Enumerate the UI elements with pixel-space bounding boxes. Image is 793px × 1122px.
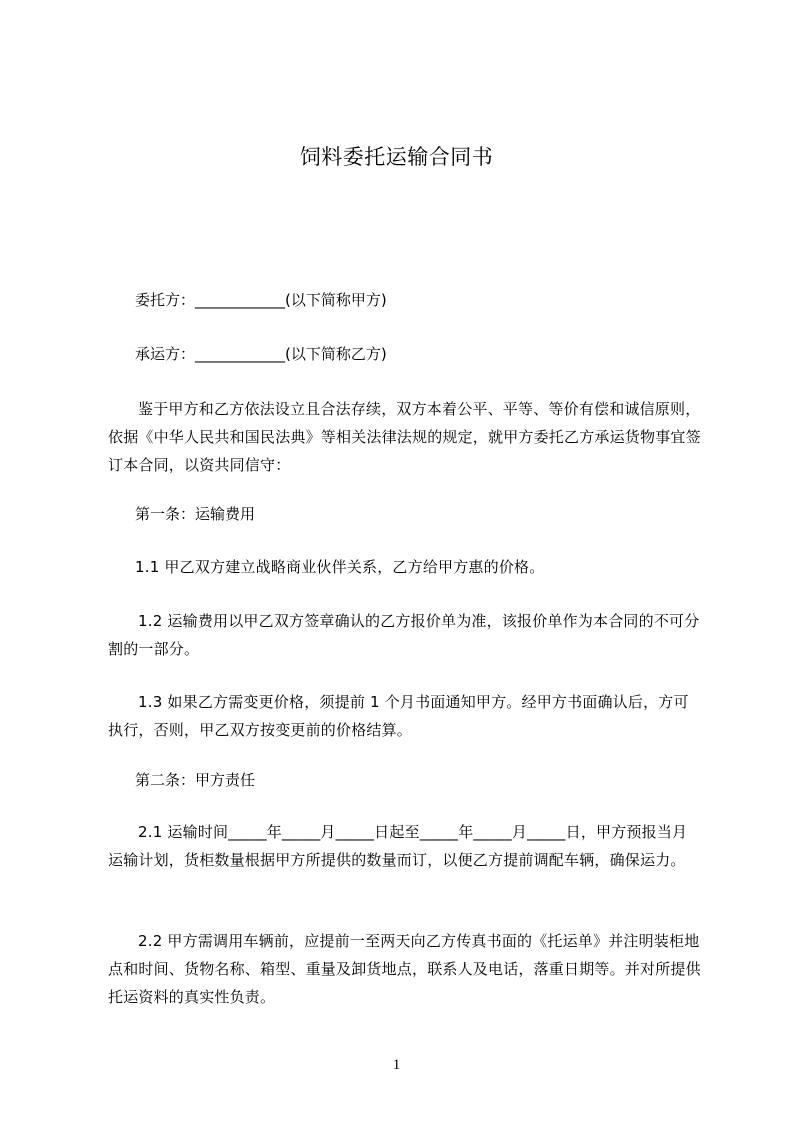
document-title: 饲料委托运输合同书 bbox=[299, 145, 494, 169]
preamble-paragraph bbox=[108, 395, 702, 479]
clause-1-3 bbox=[108, 688, 702, 744]
clause-1-2-text: 1.2 运输费用以甲乙双方签章确认的乙方报价单为准，该报价单作为本合同的不可分割的一部分。 bbox=[108, 612, 700, 658]
party-a-line: 委托方：____________(以下简称甲方) bbox=[135, 291, 387, 309]
article-1-heading: 第一条：运输费用 bbox=[135, 505, 256, 523]
clause-1-2 bbox=[108, 607, 702, 663]
clause-1-1-text: 1.1 甲乙双方建立战略商业伙伴关系，乙方给甲方惠的价格。 bbox=[135, 558, 545, 576]
article-2-heading: 第二条：甲方责任 bbox=[135, 771, 256, 789]
clause-2-1-text: 2.1 运输时间_____年_____月_____日起至_____年_____月_____日，甲方预报当月运输计划，货柜数量根据甲方所提供的数量而订，以便乙方提前调配车辆，确保运力。 bbox=[108, 823, 688, 869]
party-b-line: 承运方：____________(以下简称乙方) bbox=[135, 345, 387, 363]
clause-1-3-text: 1.3 如果乙方需变更价格，须提前 1 个月书面通知甲方。经甲方书面确认后，方可执行，否则，甲乙双方按变更前的价格结算。 bbox=[108, 693, 689, 739]
page-number: 1 bbox=[392, 1057, 401, 1073]
clause-2-1 bbox=[108, 818, 702, 874]
preamble-text: 鉴于甲方和乙方依法设立且合法存续，双方本着公平、平等、等价有偿和诚信原则，依据《中华人民共和国民法典》等相关法律法规的规定，就甲方委托乙方承运货物事宜签订本合同，以资共同信守： bbox=[108, 400, 701, 474]
clause-1-1 bbox=[108, 553, 702, 581]
clause-2-2-text: 2.2 甲方需调用车辆前，应提前一至两天向乙方传真书面的《托运单》并注明装柜地点和时间、货物名称、箱型、重量及卸货地点，联系人及电话，落重日期等。并对所提供托运资料的真实性负责。 bbox=[108, 932, 701, 1006]
clause-2-2 bbox=[108, 927, 702, 1011]
